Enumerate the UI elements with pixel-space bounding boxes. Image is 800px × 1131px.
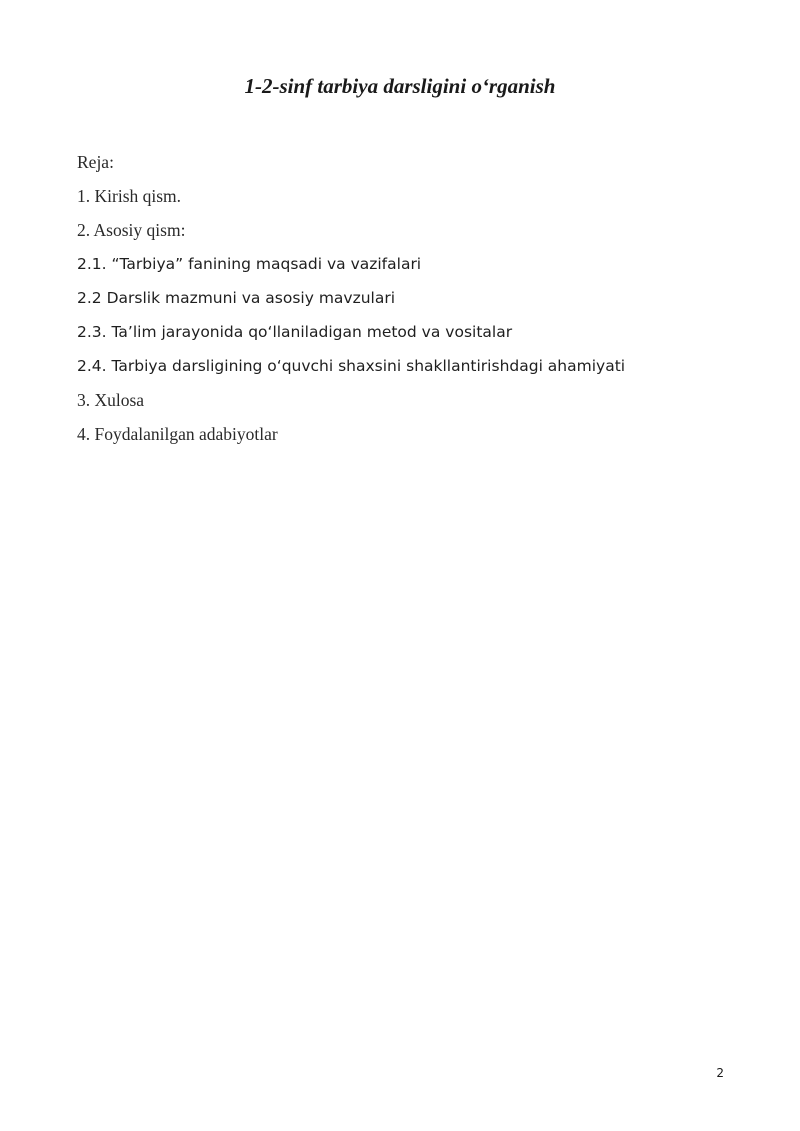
outline-item-references: 4. Foydalanilgan adabiyotlar [77, 424, 278, 444]
outline-item-2-4: 2.4. Tarbiya darsligining o‘quvchi shaxsini shakllantirishdagi ahamiyati [77, 357, 626, 375]
document-title: 1-2-sinf tarbiya darsligini o‘rganish [244, 74, 556, 98]
outline-item-introduction: 1. Kirish qism. [77, 186, 182, 206]
outline-item-2-3: 2.3. Ta’lim jarayonida qo‘llaniladigan metod va vositalar [77, 323, 513, 341]
plan-heading: Reja: [77, 152, 114, 172]
page-number: 2 [716, 1066, 724, 1080]
outline-item-conclusion: 3. Xulosa [77, 390, 145, 410]
outline-item-main-part: 2. Asosiy qism: [77, 220, 186, 240]
outline-item-2-1: 2.1. “Tarbiya” fanining maqsadi va vazifalari [77, 255, 422, 273]
outline-item-2-2: 2.2 Darslik mazmuni va asosiy mavzulari [77, 289, 396, 307]
plan-outline [77, 148, 757, 454]
